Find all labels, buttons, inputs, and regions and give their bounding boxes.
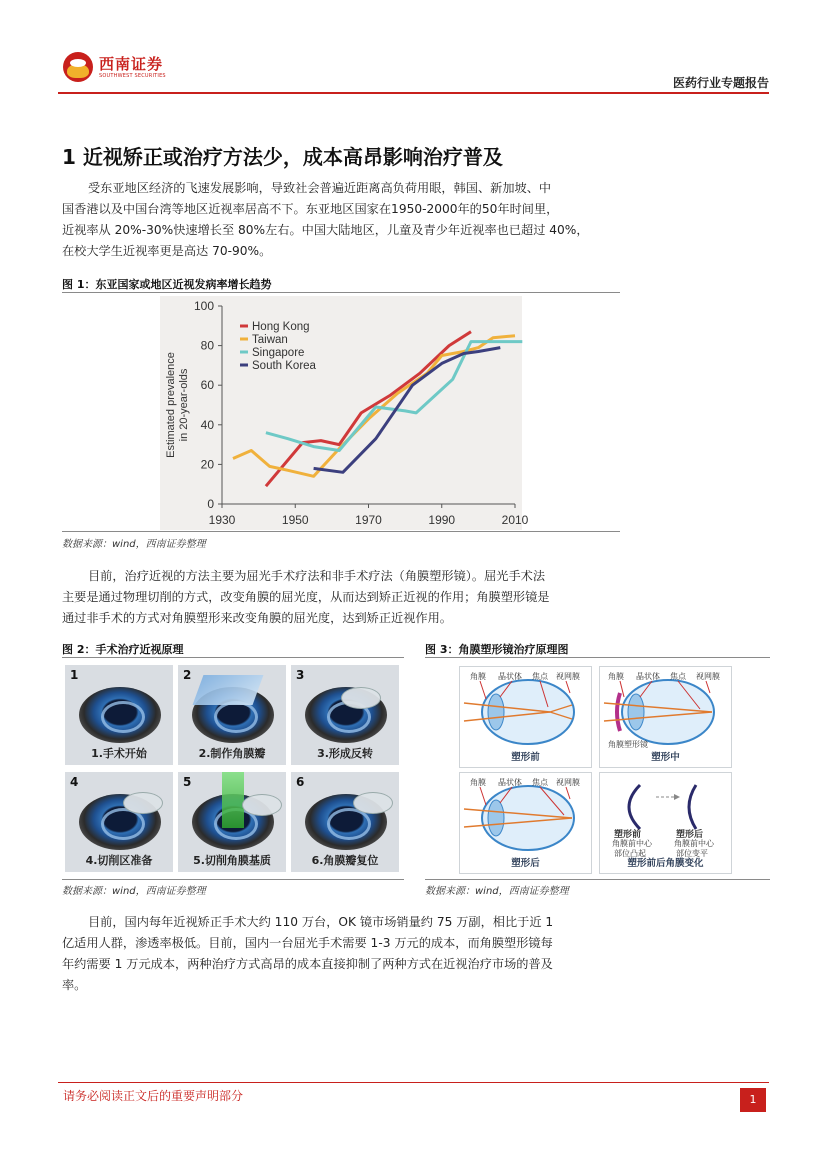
figure-2-title: 图 2：手术治疗近视原理: [62, 643, 184, 656]
surgery-step-tile: [291, 772, 399, 872]
step-caption: 6.角膜瓣复位: [311, 854, 379, 867]
step-number: 4: [70, 775, 79, 789]
figure-1-source: 数据来源：wind，西南证券整理: [62, 539, 206, 550]
y-tick-label: 100: [193, 299, 214, 313]
legend-label: Taiwan: [252, 334, 288, 346]
figure-1-top-rule: [62, 292, 620, 293]
label-focus: 焦点: [670, 672, 686, 681]
figure-3-top-rule: [425, 657, 770, 658]
surgery-step-tile: [178, 665, 286, 765]
step-number: 1: [70, 668, 79, 682]
step-caption: 4.切削区准备: [85, 854, 153, 867]
section-title: 1 近视矫正或治疗方法少，成本高昂影响治疗普及: [62, 145, 503, 169]
panel-caption: 塑形后: [511, 858, 540, 869]
y-tick-label: 80: [200, 338, 214, 353]
label-lens: 晶状体: [498, 672, 522, 681]
ortho-k-panel-during: [599, 666, 732, 768]
change-before-desc: 部位凸起: [614, 849, 646, 858]
y-tick-label: 60: [200, 378, 214, 393]
label-retina: 视网膜: [556, 778, 580, 787]
change-after-desc: 部位变平: [676, 849, 708, 858]
surgery-step-tile: [65, 665, 173, 765]
y-tick-label: 20: [200, 457, 214, 472]
step-caption: 1.手术开始: [91, 747, 147, 760]
label-retina: 视网膜: [696, 672, 720, 681]
step-caption: 3.形成反转: [317, 747, 373, 760]
y-tick-label: 40: [200, 417, 214, 432]
logo-name-en: SOUTHWEST SECURITIES: [99, 73, 166, 79]
company-logo: [63, 52, 173, 82]
footer-notice: 请务必阅读正文后的重要声明部分: [63, 1089, 244, 1103]
step-caption: 5.切削角膜基质: [193, 854, 271, 867]
figure-1-bottom-rule: [62, 531, 620, 532]
paragraph-line: 率。: [62, 978, 87, 992]
laser-beam-icon: [222, 772, 244, 828]
paragraph-line: 目前，治疗近视的方法主要为屈光手术疗法和非手术疗法（角膜塑形镜）。屈光手术法: [88, 569, 546, 583]
paragraph-line: 年约需要 1 万元成本，两种治疗方式高昂的成本直接抑制了两种方式在近视治疗市场的普及: [62, 957, 553, 971]
paragraph-line: 近视率从 20%-30%快速增长至 80%左右。中国大陆地区，儿童及青少年近视率也已超过 40%，: [62, 223, 589, 237]
panel-caption: 塑形中: [651, 752, 680, 763]
label-lens: 晶状体: [636, 672, 660, 681]
figure-2-top-rule: [62, 657, 404, 658]
paragraph-line: 通过非手术的方式对角膜塑形来改变角膜的屈光度，达到矫正近视作用。: [62, 611, 452, 625]
ortho-k-diagram: [455, 662, 737, 876]
change-after-desc: 角膜前中心: [674, 839, 714, 848]
corneal-flap-icon: [353, 792, 393, 814]
surgery-steps-grid: [62, 662, 404, 876]
panel-caption: 塑形前后角膜变化: [627, 858, 704, 869]
report-type: 医药行业专题报告: [672, 76, 769, 90]
x-tick-label: 1950: [281, 513, 309, 527]
step-number: 3: [296, 668, 305, 682]
label-focus: 焦点: [532, 778, 548, 787]
change-before-title: 塑形前: [614, 830, 642, 840]
label-lens: 晶状体: [498, 778, 522, 787]
paragraph-line: 国香港以及中国台湾等地区近视率居高不下。东亚地区国家在1950-2000年的50年时间里，: [62, 202, 559, 216]
y-axis-label: Estimated prevalencein 20-year-olds: [165, 352, 190, 458]
step-caption: 2.制作角膜瓣: [198, 747, 266, 760]
figure-1-title: 图 1：东亚国家或地区近视发病率增长趋势: [62, 278, 272, 291]
surgery-step-tile: [65, 772, 173, 872]
label-focus: 焦点: [532, 672, 548, 681]
legend-label: South Korea: [252, 360, 316, 372]
page-number: 1: [740, 1088, 766, 1112]
step-number: 5: [183, 775, 192, 789]
figure-2-source: 数据来源：wind，西南证券整理: [62, 886, 206, 897]
label-cornea: 角膜: [470, 778, 486, 787]
change-after-title: 塑形后: [676, 830, 704, 840]
x-tick-label: 2010: [501, 513, 529, 527]
x-tick-label: 1930: [208, 513, 236, 527]
prevalence-chart: [160, 296, 529, 530]
label-ortho-lens: 角膜塑形镜: [608, 740, 648, 749]
paragraph-3: [62, 912, 620, 996]
figure-2-bottom-rule: [62, 879, 404, 880]
ortho-k-panel-change: [599, 772, 732, 874]
legend-label: Hong Kong: [252, 321, 310, 333]
panel-caption: 塑形前: [511, 752, 540, 763]
corneal-flap-icon: [341, 687, 381, 709]
paragraph-line: 在校大学生近视率更是高达 70-90%。: [62, 244, 272, 258]
footer-divider: [58, 1082, 769, 1083]
logo-name-cn: 西南证券: [99, 55, 164, 73]
figure-3-title: 图 3：角膜塑形镜治疗原理图: [425, 643, 569, 656]
surgery-step-tile: [291, 665, 399, 765]
paragraph-line: 主要是通过物理切削的方式，改变角膜的屈光度，从而达到矫正近视的作用；角膜塑形镜是: [62, 590, 550, 604]
x-tick-label: 1990: [428, 513, 456, 527]
eye-image: [79, 687, 161, 743]
paragraph-line: 目前，国内每年近视矫正手术大约 110 万台，OK 镜市场销量约 75 万副，相比于近 1: [88, 915, 554, 929]
corneal-flap-icon: [242, 794, 282, 816]
header-divider: [58, 92, 769, 94]
chart-svg: [160, 296, 529, 530]
surgery-step-tile: [178, 772, 286, 872]
paragraph-1: [62, 178, 620, 262]
corneal-flap-icon: [123, 792, 163, 814]
y-tick-label: 0: [207, 497, 214, 511]
legend-label: Singapore: [252, 347, 305, 359]
figure-3-bottom-rule: [425, 879, 770, 880]
label-cornea: 角膜: [608, 672, 624, 681]
change-before-desc: 角膜前中心: [612, 839, 652, 848]
step-number: 6: [296, 775, 305, 789]
paragraph-line: 受东亚地区经济的飞速发展影响，导致社会普遍近距离高负荷用眼，韩国、新加坡、中: [88, 181, 552, 195]
paragraph-line: 亿适用人群，渗透率极低。目前，国内一台屈光手术需要 1-3 万元的成本，而角膜塑形镜每: [62, 936, 553, 950]
ortho-k-panel-before: [459, 666, 592, 768]
microkeratome-blade-icon: [193, 675, 264, 705]
figure-3-source: 数据来源：wind，西南证券整理: [425, 886, 569, 897]
paragraph-2: [62, 566, 620, 629]
label-retina: 视网膜: [556, 672, 580, 681]
label-cornea: 角膜: [470, 672, 486, 681]
logo-emblem-icon: [63, 52, 93, 82]
ortho-k-panel-after: [459, 772, 592, 874]
x-tick-label: 1970: [355, 513, 382, 527]
step-number: 2: [183, 668, 192, 682]
